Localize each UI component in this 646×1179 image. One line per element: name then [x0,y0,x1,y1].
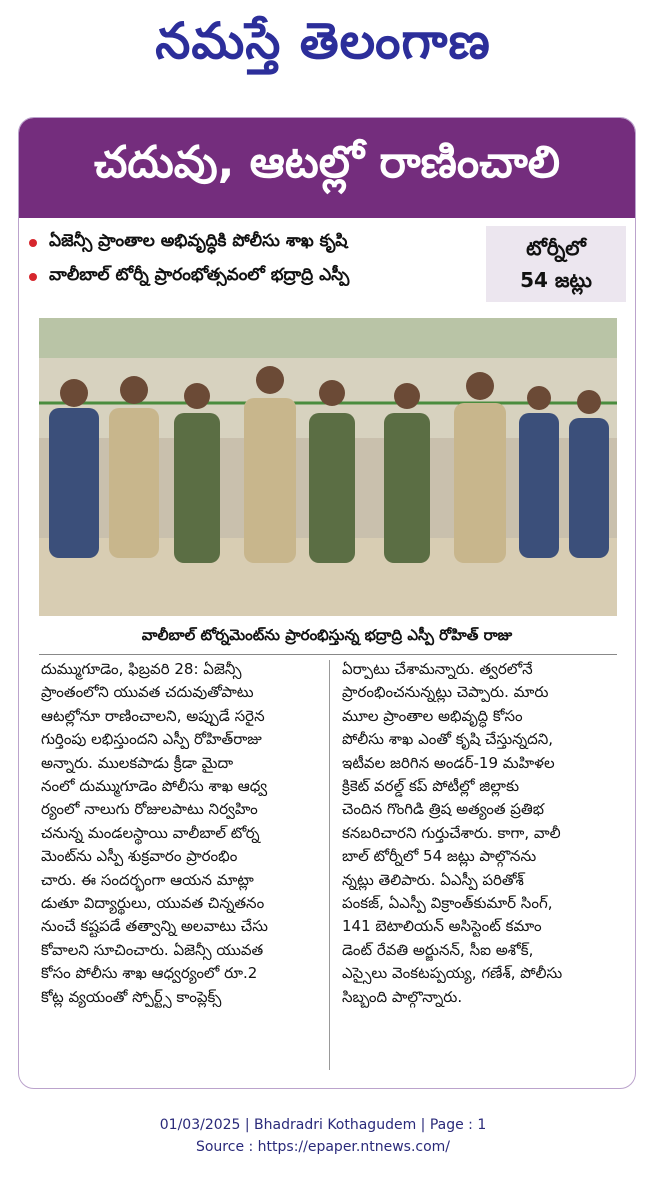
body-line: చారు. ఈ సందర్భంగా ఆయన మాట్లా [41,870,254,889]
footer-date-line: 01/03/2025 | Bhadradri Kothagudem | Page : 1 [159,1117,487,1133]
body-line: కనబరిచారని గుర్తుచేశారు. కాగా, వాలీ [342,823,561,842]
body-line: సిబ్బంది పాల్గొన్నారు. [342,987,463,1006]
body-line: ఏర్పాటు చేశామన్నారు. త్వరలోనే [342,660,533,678]
body-column-left [41,658,319,1009]
bullet-dot-icon [29,273,37,281]
headline-band [19,118,635,218]
body-line: గుర్తింపు లభిస్తుందని ఎస్పీ రోహిత్‌రాజు [41,730,262,749]
subheadline-list [29,226,479,294]
footer-source-line: Source : https://epaper.ntnews.com/ [195,1139,451,1155]
subheadline-text: ఏజెన్సీ ప్రాంతాల అభివృద్ధికి పోలీసు శాఖ కృషి [49,231,348,251]
body-line: ర్యంలో నాలుగు రోజులపాటు నిర్వహిం [41,800,258,819]
body-line: పంకజ్, ఏఎస్పీ విక్రాంత్‌కుమార్ సింగ్, [342,894,553,913]
body-line: 141 బెటాలియన్ అసిస్టెంట్ కమాం [342,917,542,936]
body-line: ప్రారంభించనున్నట్లు చెప్పారు. మారు [342,683,549,702]
article-card [18,117,636,1089]
body-line: న్నట్లు తెలిపారు. ఏఎస్పీ పరితోశ్ [342,870,524,889]
subheadline-item [29,226,479,260]
subheadline-text: వాలీబాల్ టోర్నీ ప్రారంభోత్సవంలో భద్రాద్రి ఎస్పీ [49,265,350,285]
body-line: నంలో దుమ్ముగూడెం పోలీసు శాఖ ఆధ్వ [41,777,268,796]
body-line: దుమ్ముగూడెం, ఫిబ్రవరి 28: ఏజెన్సీ [41,660,242,678]
body-line: మెంట్‌ను ఎస్పీ శుక్రవారం ప్రారంభిం [41,847,238,866]
body-line: బాల్ టోర్నీలో 54 జట్లు పాల్గొనను [342,847,537,866]
photo-illustration [39,318,617,616]
body-line: కోట్ల వ్యయంతో స్పోర్ట్స్ కాంప్లెక్స్ [41,987,222,1006]
body-line: పోలీసు శాఖ ఎంతో కృషి చేస్తున్నదని, [342,730,554,749]
side-box-line1: టోర్నీలో [526,236,586,260]
body-line: డుతూ విద్యార్థులు, యువత చిన్నతనం [41,894,265,913]
body-line: కోసం పోలీసు శాఖ ఆధ్వర్యంలో రూ.2 [41,964,258,983]
body-line: కోవాలని సూచించారు. ఏజెన్సీ యువత [41,940,264,959]
side-highlight-box [486,226,626,302]
body-line: డెంట్ రేవతి అర్జునన్, సీఐ అశోక్, [342,940,534,959]
bullet-dot-icon [29,239,37,247]
photo-caption-text: వాలీబాల్ టోర్నమెంట్‌ను ప్రారంభిస్తున్న భద్రాద్రి ఎస్పీ రోహిత్ రాజు [141,626,513,644]
body-line: క్రికెట్ వరల్డ్ కప్ పోటీల్లో జిల్లాకు [342,777,520,796]
body-line: చెందిన గొంగిడి త్రిష అత్యంత ప్రతిభ [342,800,544,819]
side-box-line2: 54 జట్లు [520,268,592,292]
body-line: నుంచే కష్టపడే తత్వాన్ని అలవాటు చేసు [41,917,268,936]
body-line: చనున్న మండలస్థాయి వాలీబాల్ టోర్న [41,823,260,842]
news-photo [39,318,617,616]
photo-caption [19,618,635,652]
masthead-title: నమస్తే తెలంగాణ [155,11,491,70]
body-column-right [342,658,624,1009]
subheadline-area [19,222,635,306]
body-line: అన్నారు. ములకపాడు క్రీడా మైదా [41,753,234,772]
caption-divider [39,654,617,655]
body-line: ఆటల్లోనూ రాణించాలని, అప్పుడే సరైన [41,706,265,725]
body-line: ఎస్సైలు వెంకటప్పయ్య, గణేశ్, పోలీసు [342,964,563,983]
subheadline-item [29,260,479,294]
page-footer [0,1114,646,1158]
body-line: ఇటీవల జరిగిన అండర్-19 మహిళల [342,753,555,772]
column-divider [329,660,330,1070]
masthead-logo [0,6,646,76]
body-line: ప్రాంతంలోని యువత చదువుతోపాటు [41,683,254,702]
body-line: మూల ప్రాంతాల అభివృద్ధి కోసం [342,706,523,725]
headline: చదువు, ఆటల్లో రాణించాలి [93,137,560,188]
